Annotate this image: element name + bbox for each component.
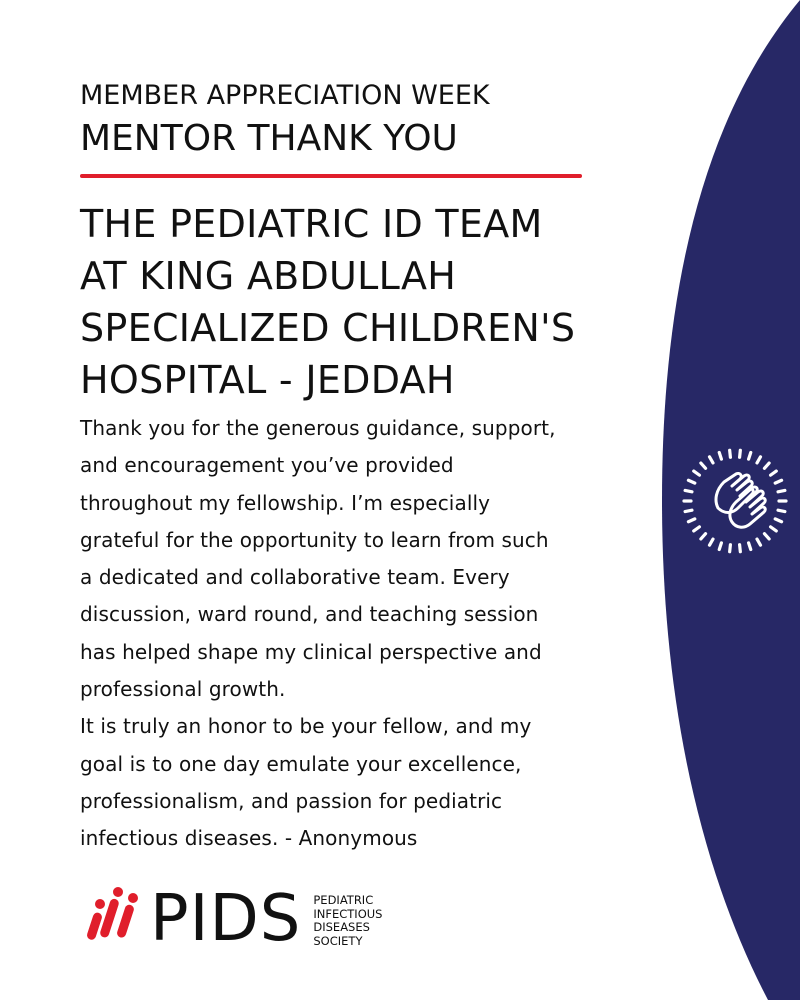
title-line: HOSPITAL - JEDDAH <box>80 358 455 402</box>
body-line: discussion, ward round, and teaching session <box>80 602 539 627</box>
badge-ray <box>710 539 714 545</box>
badge-ray <box>740 450 741 457</box>
badge-ray <box>694 527 700 531</box>
badge-ray <box>757 539 761 545</box>
logo-tagline-line: INFECTIOUS <box>313 906 383 921</box>
eyebrow-heading: MEMBER APPRECIATION WEEK <box>80 80 490 111</box>
badge-ray <box>749 543 751 550</box>
badge-ray <box>688 480 694 483</box>
badge-ray <box>778 510 785 511</box>
badge-ray <box>694 471 700 475</box>
subtitle-heading: MENTOR THANK YOU <box>80 118 458 159</box>
body-line: infectious diseases. - Anonymous <box>80 826 418 851</box>
badge-ray <box>764 463 769 468</box>
body-line: throughout my fellowship. I’m especially <box>80 490 491 515</box>
title-line: SPECIALIZED CHILDREN'S <box>80 306 576 350</box>
badge-ray <box>701 534 706 539</box>
message-body <box>80 410 640 858</box>
badge-ray <box>764 534 769 539</box>
body-line: goal is to one day emulate your excellence, <box>80 751 522 776</box>
body-line: professionalism, and passion for pediatric <box>80 788 503 813</box>
body-line: grateful for the opportunity to learn from such <box>80 527 549 552</box>
badge-ray <box>749 452 751 459</box>
logo-wordmark: PIDS <box>150 882 302 956</box>
title-line: THE PEDIATRIC ID TEAM <box>80 202 543 246</box>
logo-tagline <box>313 894 423 948</box>
body-line: and encouragement you’ve provided <box>80 453 454 478</box>
title-line: AT KING ABDULLAH <box>80 254 457 298</box>
badge-ray <box>701 463 706 468</box>
logo-tagline-line: DISEASES <box>313 920 370 934</box>
badge-ray <box>730 545 731 552</box>
badge-ray <box>757 457 761 463</box>
badge-ray <box>778 490 785 491</box>
badge-ray <box>719 543 721 550</box>
logo-tagline-line: PEDIATRIC <box>313 893 374 907</box>
main-content <box>80 78 680 858</box>
body-line: It is truly an honor to be your fellow, and my <box>80 714 532 739</box>
clapping-hands-icon <box>680 446 790 556</box>
badge-ray <box>740 545 741 552</box>
badge-ray <box>775 480 781 483</box>
logo-tagline-line: SOCIETY <box>313 933 363 948</box>
badge-ray <box>688 519 694 522</box>
pids-logo-mark-icon <box>82 886 140 952</box>
body-line: Thank you for the generous guidance, support, <box>80 416 556 440</box>
pids-logo <box>82 884 423 954</box>
badge-ray <box>710 457 714 463</box>
badge-ray <box>771 527 777 531</box>
badge-ray <box>775 519 781 522</box>
body-line: professional growth. <box>80 677 286 702</box>
badge-ray <box>685 490 692 491</box>
page-title <box>80 198 680 406</box>
badge-ray <box>771 471 777 475</box>
badge-ray <box>719 452 721 459</box>
badge-ray <box>685 510 692 511</box>
body-line: a dedicated and collaborative team. Every <box>80 565 510 590</box>
red-divider <box>80 174 582 178</box>
body-line: has helped shape my clinical perspective and <box>80 639 542 664</box>
badge-ray <box>730 450 731 457</box>
